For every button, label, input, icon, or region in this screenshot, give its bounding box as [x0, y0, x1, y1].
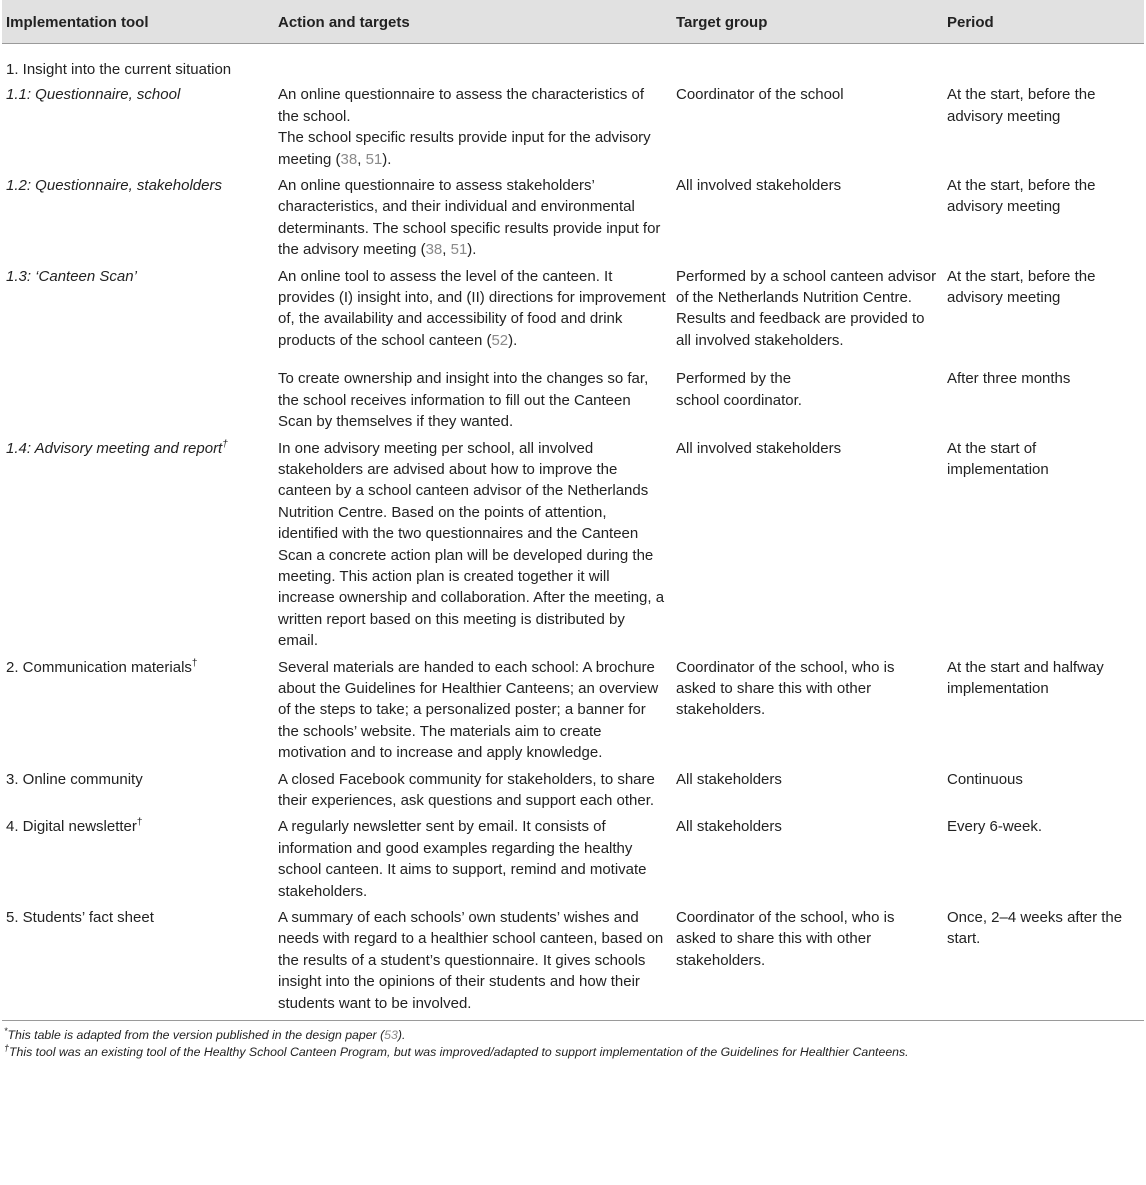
dagger-mark: †	[222, 438, 228, 450]
table-row	[2, 905, 1144, 1021]
tool-cell: 1.2: Questionnaire, stakeholders	[6, 177, 222, 195]
tool-cell: 1.4: Advisory meeting and report†	[6, 438, 228, 457]
footnote-dagger: †This tool was an existing tool of the Healthy School Canteen Program, but was improved/adapted to support implementation of the Guidelines for Healthier Canteens.	[4, 1042, 909, 1060]
target-cell: Coordinator of the school	[676, 86, 844, 104]
target-cell: Coordinator of the school, who is asked to share this with other stakeholders.	[676, 658, 895, 719]
target-cell: Coordinator of the school, who is asked to share this with other stakeholders.	[672, 905, 943, 1021]
tool-cell-empty	[2, 354, 274, 435]
footnote-source: *This table is adapted from the version published in the design paper (53).	[4, 1025, 406, 1043]
period-cell: At the start of implementation	[947, 439, 1049, 478]
period-cell: Every 6-week.	[947, 818, 1043, 836]
dagger-mark: †	[191, 657, 198, 669]
reference-link[interactable]: 38	[340, 150, 358, 168]
implementation-table	[2, 0, 1144, 1021]
period-cell: After three months	[947, 370, 1071, 388]
reference-link[interactable]: 53	[384, 1028, 398, 1043]
header-period: Period	[943, 0, 1144, 44]
dagger-mark: †	[136, 817, 143, 829]
action-cell: An online tool to assess the level of the canteen. It provides (I) insight into, and (II) directions for improvement of, the availability and accessibility of food and drink products of the school canteen (52).	[278, 267, 666, 349]
action-cell: A regularly newsletter sent by email. It consists of information and good examples regarding the healthy school canteen. It aims to support, remind and motivate stakeholders.	[278, 818, 647, 900]
tool-cell: 1.1: Questionnaire, school	[6, 86, 181, 104]
table-row	[2, 264, 1144, 355]
reference-link[interactable]: 51	[365, 150, 383, 168]
period-cell: Once, 2–4 weeks after the start.	[943, 905, 1144, 1021]
reference-link[interactable]: 52	[491, 331, 509, 349]
target-cell: Performed by a school canteen advisor of the Netherlands Nutrition Centre. Results and feedback are provided to all involved stakeholders.	[676, 267, 937, 349]
period-cell: At the start, before the advisory meeting	[947, 267, 1096, 307]
period-cell: At the start, before the advisory meeting	[947, 177, 1096, 216]
reference-link[interactable]: 51	[450, 241, 468, 259]
header-target-group: Target group	[672, 0, 943, 44]
header-implementation-tool: Implementation tool	[2, 0, 274, 44]
section-title: 1. Insight into the current situation	[6, 61, 232, 78]
period-cell: At the start, before the advisory meeting	[947, 86, 1096, 125]
action-cell: In one advisory meeting per school, all involved stakeholders are advised about how to improve the canteen by a school canteen advisor of the Netherlands Nutrition Centre. Based on the points of attention, identified with the two questionnaires and the Canteen Scan a concrete action plan will be developed during the meeting. This action plan is created together it will increase ownership and collaboration. After the meeting, a written report based on this meeting is distributed by email.	[278, 439, 665, 650]
period-cell: At the start and halfway implementation	[947, 658, 1104, 697]
action-cell: Several materials are handed to each school: A brochure about the Guidelines for Healthier Canteens; an overview of the steps to take; a personalized poster; a banner for the schools’ website. The materials aim to create motivation and to increase and apply knowledge.	[278, 658, 659, 762]
target-cell: All stakeholders	[676, 770, 782, 788]
action-cell: An online questionnaire to assess stakeholders’ characteristics, and their individual and environmental determinants. The school specific results provide input for the advisory meeting (38, 51).	[278, 177, 661, 259]
header-action-and-targets: Action and targets	[274, 0, 672, 44]
action-cell: An online questionnaire to assess the characteristics of the school. The school specific results provide input for the advisory meeting (38, 51).	[278, 86, 651, 168]
target-cell: All involved stakeholders	[676, 439, 842, 457]
action-cell: To create ownership and insight into the changes so far, the school receives information to fill out the Canteen Scan by themselves if they wanted.	[278, 370, 649, 431]
target-cell: All stakeholders	[676, 818, 782, 836]
tool-cell: 2. Communication materials†	[6, 657, 198, 676]
table-header-row	[2, 0, 1144, 44]
reference-link[interactable]: 38	[425, 241, 443, 259]
target-cell: All involved stakeholders	[676, 177, 842, 195]
tool-cell: 4. Digital newsletter†	[6, 817, 143, 836]
table-row	[2, 767, 1144, 815]
tool-cell: 1.3: ‘Canteen Scan’	[6, 267, 137, 285]
table-footnotes	[4, 1027, 1146, 1061]
table-row	[2, 354, 1144, 435]
action-cell: A closed Facebook community for stakeholders, to share their experiences, ask questions and support each other.	[278, 770, 655, 809]
table-row	[2, 655, 1144, 767]
tool-cell: 5. Students’ fact sheet	[2, 905, 274, 1021]
table-row	[2, 814, 1144, 905]
target-cell: Performed by the school coordinator.	[676, 370, 802, 409]
table-row	[2, 436, 1144, 655]
table-row	[2, 82, 1144, 173]
table-row	[2, 173, 1144, 264]
tool-cell: 3. Online community	[6, 770, 143, 788]
period-cell: Continuous	[947, 770, 1023, 788]
section-row	[2, 44, 1144, 83]
action-cell: A summary of each schools’ own students’ wishes and needs with regard to a healthier school canteen, based on the results of a student’s questionnaire. It gives schools insight into the opinions of their students and how their students want to be involved.	[274, 905, 672, 1021]
